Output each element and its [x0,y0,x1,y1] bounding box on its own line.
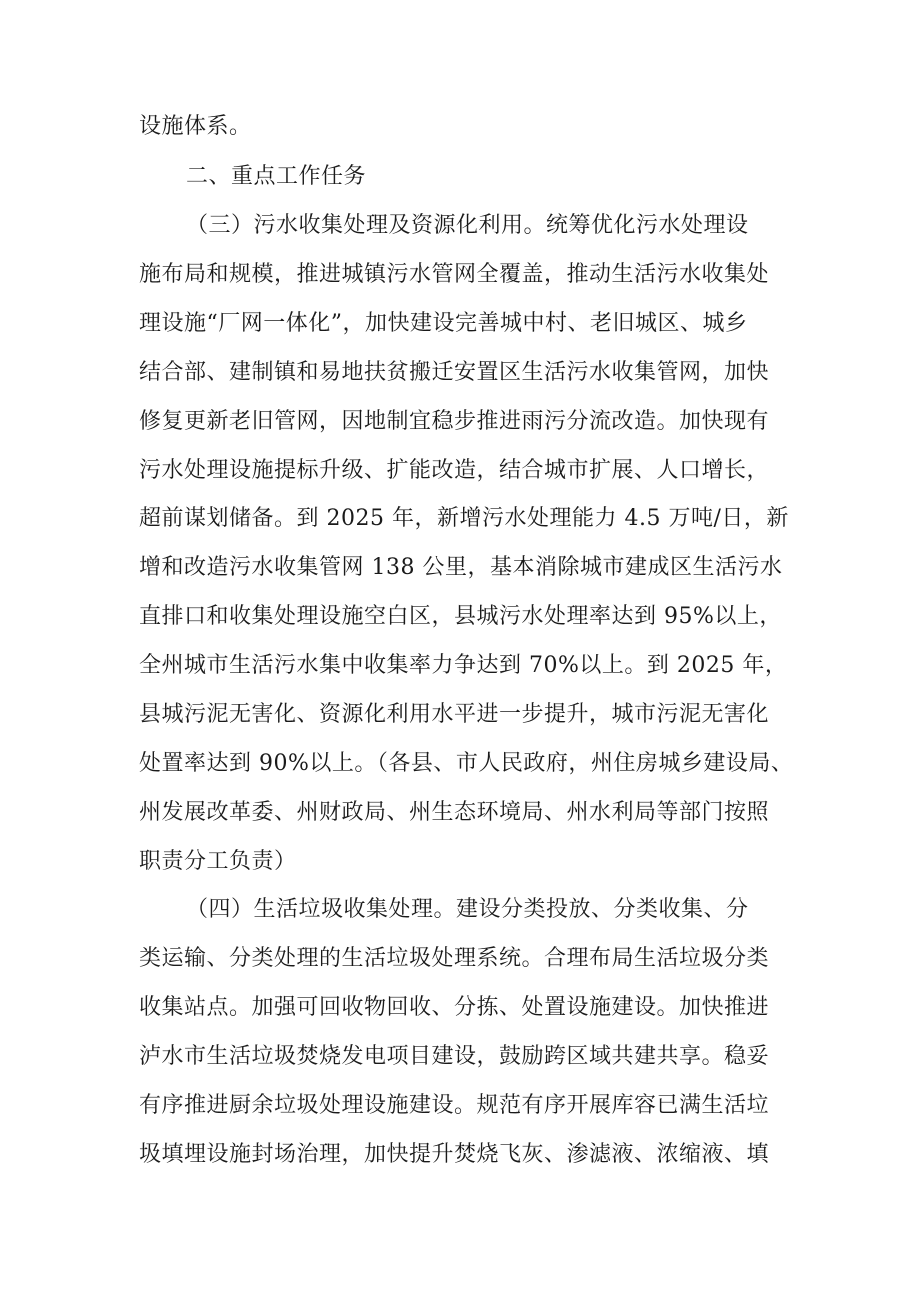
paragraph-line: 理设施“厂网一体化”，加快建设完善城中村、老旧城区、城乡 [139,311,748,336]
text-line: 设施体系。 [139,114,252,139]
paragraph-line: 州发展改革委、州财政局、州生态环境局、州水利局等部门按照 [139,800,770,825]
paragraph-line: 泸水市生活垃圾焚烧发电项目建设，鼓励跨区域共建共享。稳妥 [139,1044,770,1069]
paragraph-line: 处置率达到 90%以上。（各县、市人民政府，州住房城乡建设局、 [139,751,794,776]
paragraph-line: 职责分工负责） [139,849,297,874]
section-heading: 二、重点工作任务 [186,164,367,189]
paragraph-line: 全州城市生活污水集中收集率力争达到 70%以上。到 2025 年， [139,653,788,678]
paragraph-line: （四）生活垃圾收集处理。建设分类投放、分类收集、分 [186,897,749,922]
paragraph-line: 施布局和规模，推进城镇污水管网全覆盖，推动生活污水收集处 [139,262,770,287]
paragraph-line: 收集站点。加强可回收物回收、分拣、处置设施建设。加快推进 [139,995,770,1020]
paragraph-line: 结合部、建制镇和易地扶贫搬迁安置区生活污水收集管网，加快 [139,360,770,385]
paragraph-line: 污水处理设施提标升级、扩能改造，结合城市扩展、人口增长， [139,458,770,483]
paragraph-line: 有序推进厨余垃圾处理设施建设。规范有序开展库容已满生活垃 [139,1093,770,1118]
paragraph-line: 修复更新老旧管网，因地制宜稳步推进雨污分流改造。加快现有 [139,409,770,434]
paragraph-line: 增和改造污水收集管网 138 公里，基本消除城市建成区生活污水 [139,555,783,580]
paragraph-line: 超前谋划储备。到 2025 年，新增污水处理能力 4.5 万吨/日，新 [139,506,789,531]
paragraph-line: （三）污水收集处理及资源化利用。统筹优化污水处理设 [186,213,749,238]
paragraph-line: 类运输、分类处理的生活垃圾处理系统。合理布局生活垃圾分类 [139,946,770,971]
paragraph-line: 直排口和收集处理设施空白区，县城污水处理率达到 95%以上， [139,604,782,629]
paragraph-line: 县城污泥无害化、资源化利用水平进一步提升，城市污泥无害化 [139,702,770,727]
paragraph-line: 圾填埋设施封场治理，加快提升焚烧飞灰、渗滤液、浓缩液、填 [139,1142,770,1167]
